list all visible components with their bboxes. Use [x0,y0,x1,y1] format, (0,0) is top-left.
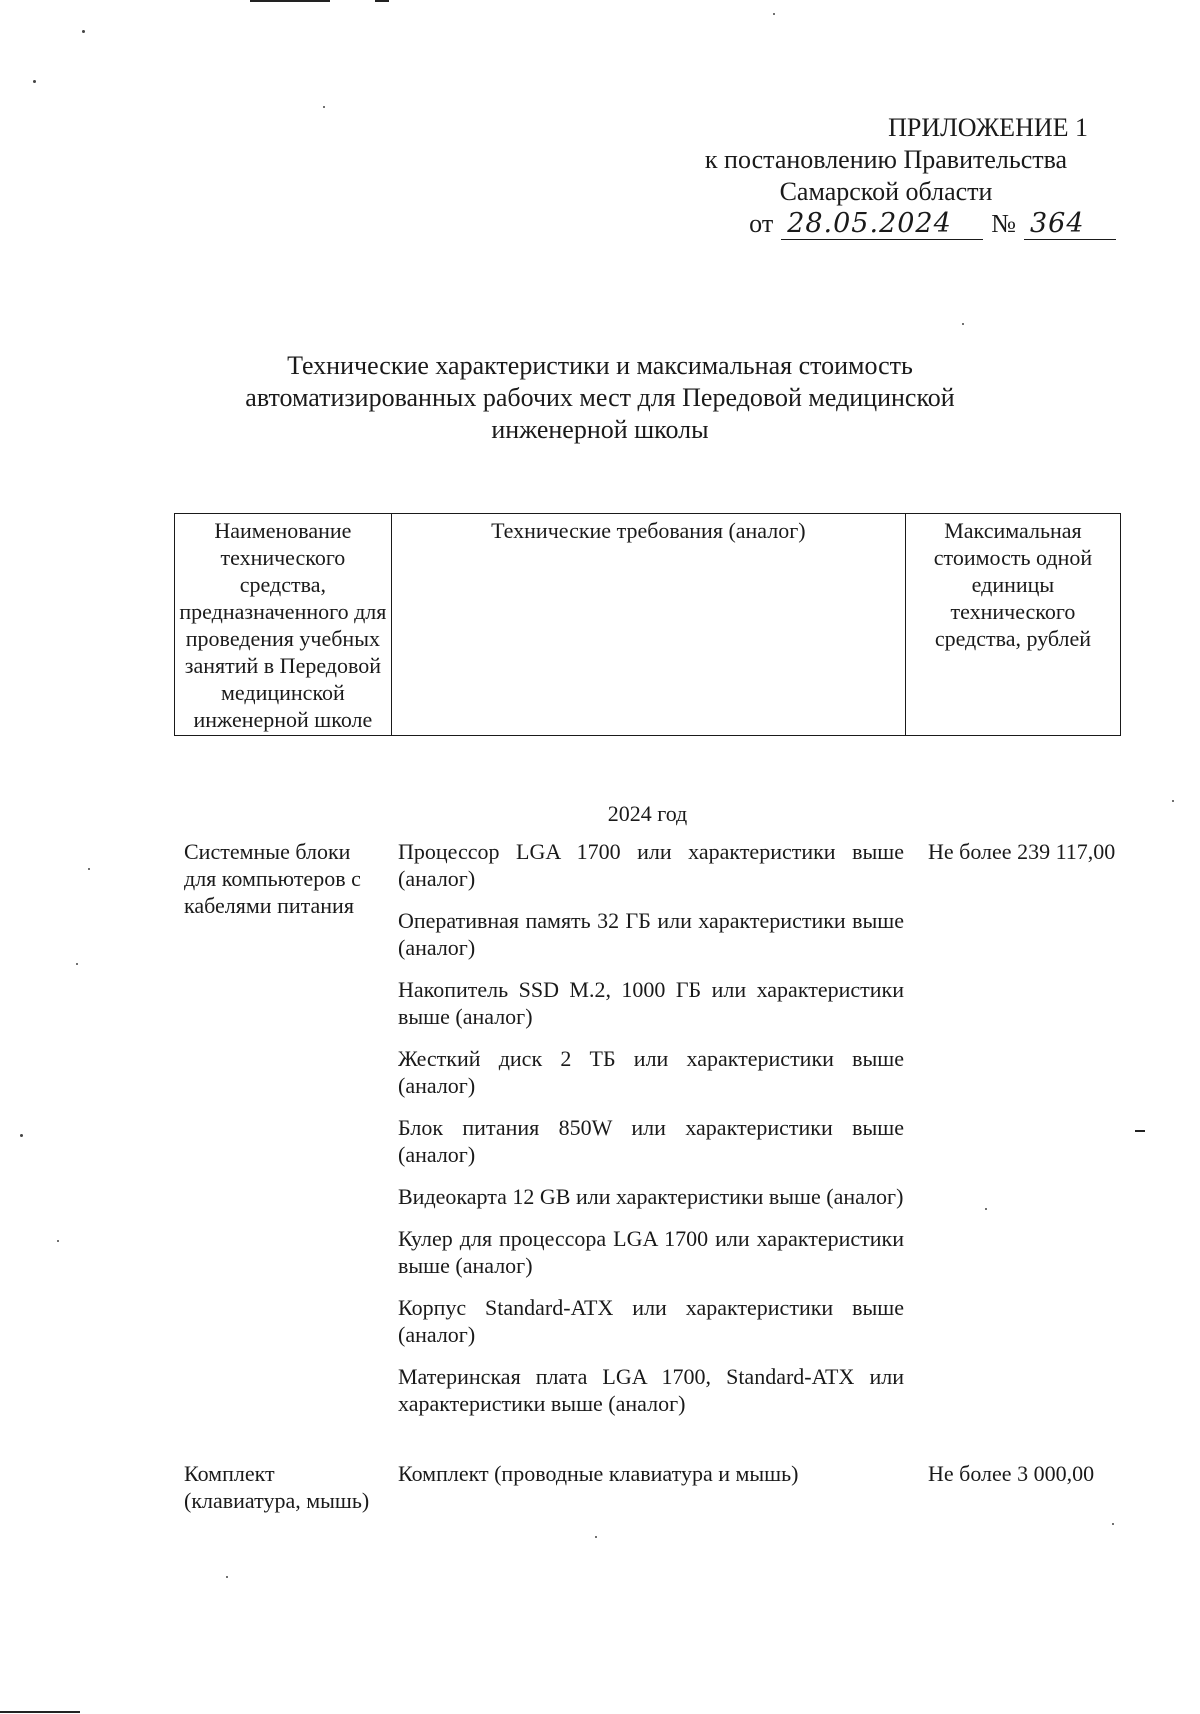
item-price: Не более 239 117,00 [928,839,1116,864]
scan-mark [375,0,389,2]
requirement-item: Блок питания 850W или характеристики выше (аналог) [398,1115,904,1167]
item-requirements [398,1460,904,1502]
title-line-3: инженерной школы [491,415,709,444]
scan-mark [76,963,78,965]
item-price: Не более 3 000,00 [928,1461,1095,1486]
item-name: Системные блоки для компьютеров с кабелями питания [184,839,361,918]
header-col-requirements: Технические требования (аналог) [391,514,905,736]
scan-mark [33,80,36,83]
scan-mark [773,13,775,15]
scan-mark [1172,800,1174,802]
year-label: 2024 год [607,801,688,826]
appendix-line-region: Самарской области [779,177,993,206]
appendix-line-decree: к постановлению Правительства [704,145,1068,174]
scan-mark [20,1134,23,1137]
scan-mark [1135,1130,1145,1132]
requirement-item: Процессор LGA 1700 или характеристики выше (аналог) [398,839,904,891]
requirement-item: Комплект (проводные клавиатура и мышь) [398,1461,799,1486]
scan-mark [323,106,325,108]
title-line-2: автоматизированных рабочих мест для Передовой медицинской [245,383,955,412]
requirement-item: Кулер для процессора LGA 1700 или характеристики выше (аналог) [398,1226,904,1278]
item-requirements [398,838,904,1432]
handwritten-number: 364 [1024,209,1116,240]
item-name: Комплект (клавиатура, мышь) [184,1461,370,1513]
title-line-1: Технические характеристики и максимальная стоимость [287,351,913,380]
requirement-item: Материнская плата LGA 1700, Standard-ATX или характеристики выше (аналог) [398,1364,904,1416]
scan-mark [82,30,85,33]
header-col-name: Наименование технического средства, предназначенного для проведения учебных занятий в Передовой медицинской инженерной школе [175,514,392,736]
scan-mark [226,1576,228,1578]
requirement-item: Видеокарта 12 GB или характеристики выше (аналог) [398,1184,904,1209]
requirement-item: Оперативная память 32 ГБ или характеристики выше (аналог) [398,908,904,960]
date-prefix: от [749,209,774,238]
scan-mark [985,1208,987,1210]
scan-mark [250,0,330,2]
header-row [175,514,1121,736]
scan-mark [962,323,964,325]
scan-mark [88,868,90,870]
appendix-title: ПРИЛОЖЕНИЕ 1 [888,113,1088,142]
header-table [174,513,1121,736]
document-title [200,350,1000,446]
requirement-item: Корпус Standard-ATX или характеристики выше (аналог) [398,1295,904,1347]
header-col-price: Максимальная стоимость одной единицы технического средства, рублей [905,514,1120,736]
handwritten-date: 28.05.2024 [781,209,983,240]
scan-mark [595,1536,597,1538]
appendix-date-number-line [656,208,1116,240]
scan-mark [1112,1523,1114,1525]
scan-mark [57,1240,59,1242]
number-prefix: № [991,209,1016,238]
appendix-header [656,112,1116,240]
requirement-item: Жесткий диск 2 ТБ или характеристики выше (аналог) [398,1046,904,1098]
requirement-item: Накопитель SSD M.2, 1000 ГБ или характеристики выше (аналог) [398,977,904,1029]
scan-mark [0,1711,80,1713]
